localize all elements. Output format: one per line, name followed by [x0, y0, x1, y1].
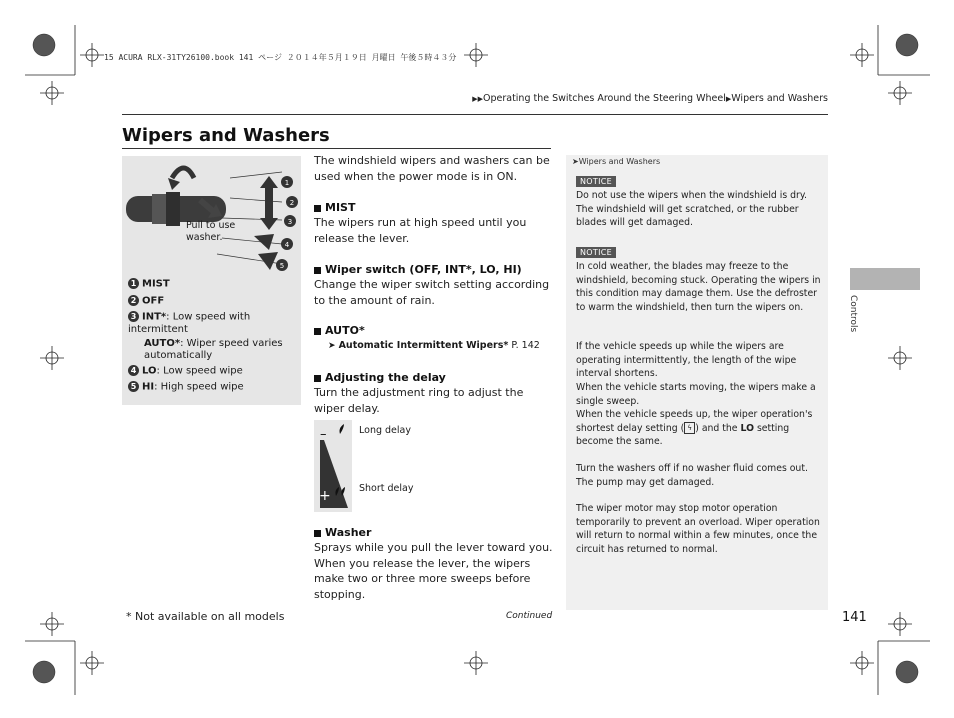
arrow-icon: ▶	[725, 95, 732, 103]
sidebar-title: ➤Wipers and Washers	[572, 157, 661, 166]
svg-text:+: +	[319, 488, 331, 504]
intro-text: The windshield wipers and washers can be used when the power mode is in ON.	[314, 154, 550, 183]
svg-text:5: 5	[279, 262, 285, 270]
washer-callout: Pull to use washer.	[186, 220, 236, 243]
sidebar-notes	[566, 155, 828, 610]
title-rule	[122, 148, 551, 149]
square-bullet-icon	[314, 375, 321, 382]
sidebar-paragraph: The wiper motor may stop motor operation temporarily to prevent an overload. Wiper operation will return to normal within a few minutes, once the circuit has returned to normal.	[576, 503, 820, 555]
delay-text: Turn the adjustment ring to adjust the wiper delay.	[314, 386, 524, 415]
legend-hi: 5 HI: High speed wipe	[128, 381, 244, 394]
notice-badge: NOTICE	[576, 176, 616, 187]
header-rule	[122, 114, 828, 115]
breadcrumb	[472, 93, 828, 104]
breadcrumb-parent: Operating the Switches Around the Steering Wheel	[482, 93, 726, 104]
legend-lo: 4 LO: Low speed wipe	[128, 365, 243, 378]
washer-heading: Washer	[314, 525, 371, 540]
wiper-lever-illustration	[122, 156, 301, 276]
delay-ring-figure	[314, 420, 352, 512]
mist-heading: MIST	[314, 200, 355, 215]
notice-text-1: Do not use the wipers when the windshield is dry. The windshield will get scratched, or the rubber blades will get damaged.	[576, 190, 808, 228]
sidebar-paragraph: When the vehicle speeds up, the wiper operation's shortest delay setting ( ϟ ) and the LO setting become the same.	[576, 409, 813, 447]
square-bullet-icon	[314, 267, 321, 274]
wiper-lever-figure	[122, 156, 301, 405]
auto-heading: AUTO*	[314, 323, 365, 338]
legend-int: 3 INT*: Low speed with intermittent AUTO*: Wiper speed varies automatically	[128, 311, 283, 361]
svg-text:–: –	[320, 427, 327, 442]
legend-num: 1	[128, 278, 139, 289]
reference-arrow-icon: ➤	[572, 157, 579, 166]
sidebar-paragraph: If the vehicle speeds up while the wipers are operating intermittently, the length of the wipe interval shortens.	[576, 341, 797, 379]
print-info: 15 ACURA RLX-31TY26100.book 141 ページ ２０１４年５月１９日 月曜日 午後５時４３分	[104, 53, 457, 62]
legend-num: 2	[128, 295, 139, 306]
breadcrumb-current: Wipers and Washers	[731, 93, 828, 104]
double-arrow-icon: ▶▶	[472, 95, 483, 103]
svg-text:4: 4	[284, 241, 290, 249]
svg-text:1: 1	[284, 179, 290, 187]
section-tab	[850, 268, 920, 290]
square-bullet-icon	[314, 530, 321, 537]
svg-text:2: 2	[289, 199, 295, 207]
switch-heading: Wiper switch (OFF, INT*, LO, HI)	[314, 262, 522, 277]
legend-mist: 1 MIST	[128, 278, 170, 291]
legend-num: 3	[128, 311, 139, 322]
legend-off: 2 OFF	[128, 295, 164, 308]
footnote: * Not available on all models	[126, 610, 285, 623]
square-bullet-icon	[314, 205, 321, 212]
svg-text:3: 3	[287, 218, 293, 226]
page-number: 141	[842, 610, 867, 625]
square-bullet-icon	[314, 328, 321, 335]
sidebar-paragraph: Turn the washers off if no washer fluid comes out. The pump may get damaged.	[576, 463, 808, 488]
delay-heading: Adjusting the delay	[314, 370, 446, 385]
page-title: Wipers and Washers	[122, 125, 330, 146]
section-tab-label: Controls	[848, 295, 858, 333]
auto-reference-link[interactable]: ➤ Automatic Intermittent Wipers* P. 142	[328, 340, 540, 351]
wiper-delay-icon: ϟ	[684, 422, 695, 434]
reference-arrow-icon: ➤	[328, 341, 336, 351]
notice-text-2: In cold weather, the blades may freeze to the windshield, becoming stuck. Operating the wipers in this condition may damage them. Use the defroster to warm the windshield, then turn the wipers on.	[576, 261, 821, 313]
delay-ring-illustration	[314, 420, 352, 512]
notice-badge: NOTICE	[576, 247, 616, 258]
mist-text: The wipers run at high speed until you release the lever.	[314, 216, 527, 245]
short-delay-label: Short delay	[359, 483, 414, 494]
switch-text: Change the wiper switch setting according to the amount of rain.	[314, 278, 550, 307]
legend-num: 5	[128, 381, 139, 392]
sidebar-paragraph: When the vehicle starts moving, the wipers make a single sweep.	[576, 382, 816, 407]
continued-label: Continued	[506, 611, 553, 621]
legend-num: 4	[128, 365, 139, 376]
long-delay-label: Long delay	[359, 425, 411, 436]
washer-text: Sprays while you pull the lever toward you. When you release the lever, the wipers make two or three more sweeps before stopping.	[314, 541, 553, 601]
